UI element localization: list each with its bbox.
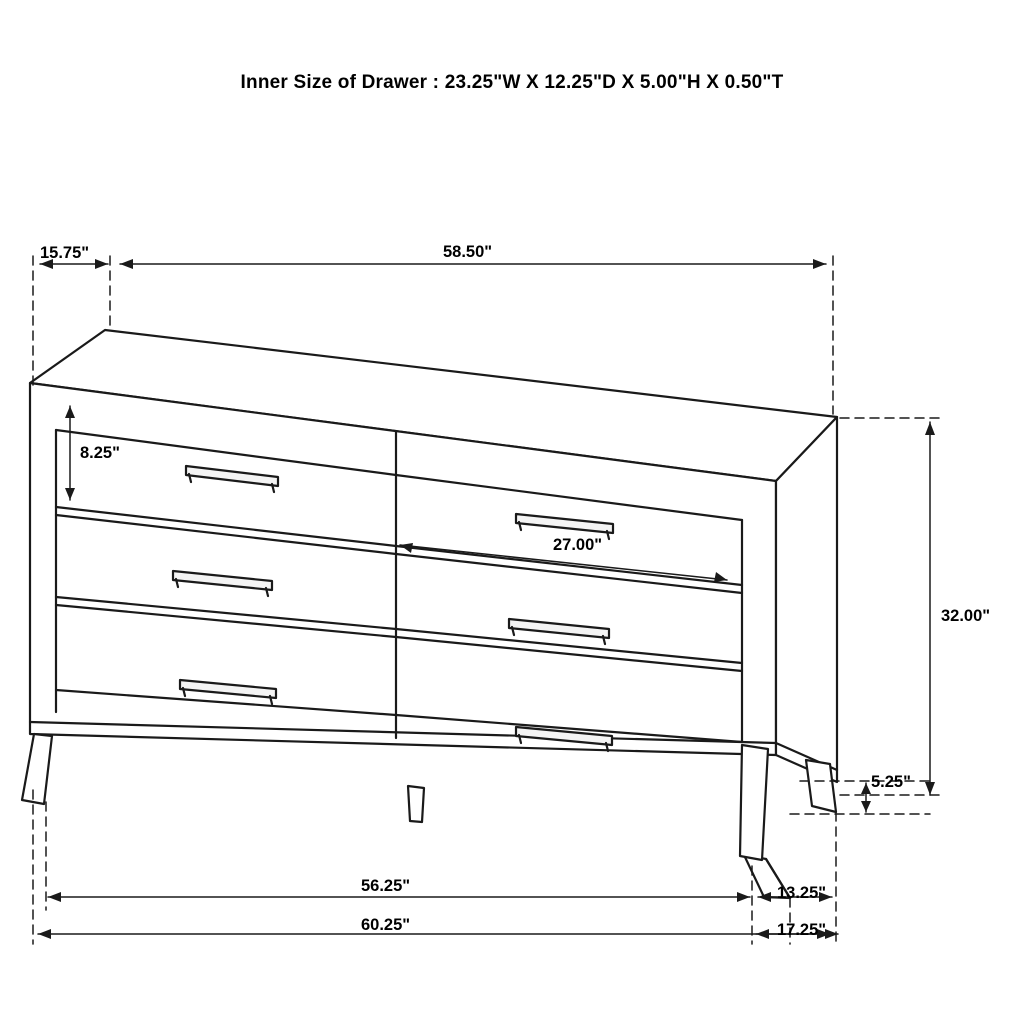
dim-label-base-depth-inner: 13.25" [777,884,827,902]
dim-label-base-depth-outer: 17.25" [777,921,827,939]
dim-label-base-outer: 60.25" [361,916,411,934]
dim-label-width-top: 58.50" [443,243,493,261]
leg-rear-right [806,760,836,812]
dim-label-drawer-height: 8.25" [80,444,120,462]
dim-label-base-inner: 56.25" [361,877,411,895]
dim-label-total-height: 32.00" [941,607,991,625]
leg-front-left [22,734,52,804]
page-title: Inner Size of Drawer : 23.25"W X 12.25"D X 5.00"H X 0.50"T [240,72,784,93]
dim-label-leg-height: 5.25" [871,773,911,791]
leg-front-right-upper [740,745,768,860]
leg-front-center [408,786,424,822]
dresser-side-panel [776,417,837,782]
dim-label-depth-top: 15.75" [40,244,90,262]
dim-label-case-height: 27.00" [553,536,603,554]
